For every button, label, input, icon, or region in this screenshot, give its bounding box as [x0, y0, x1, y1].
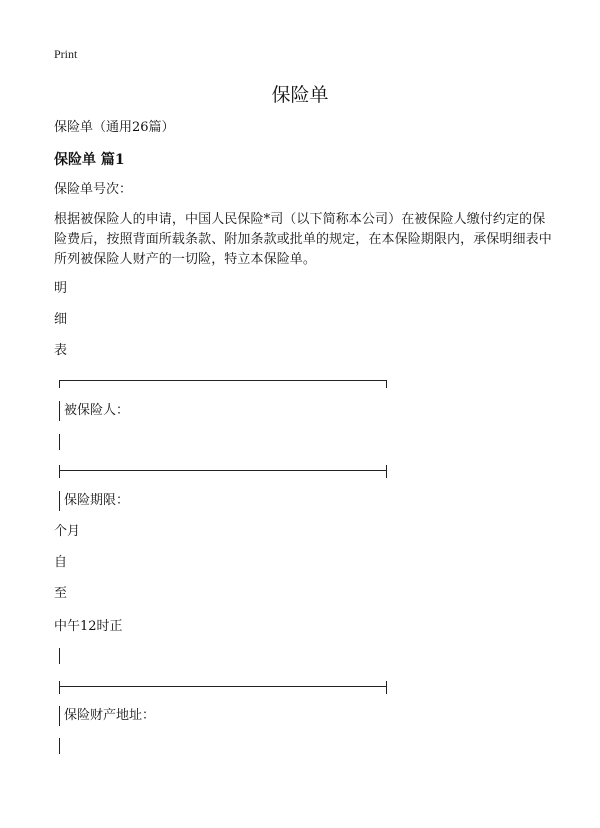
table-divider	[59, 681, 387, 694]
document-subtitle: 保险单（通用26篇）	[54, 120, 175, 135]
insured-label: 被保险人：	[59, 401, 129, 421]
table-row-border	[59, 648, 60, 664]
vertical-heading-char: 表	[54, 343, 68, 358]
vertical-heading-char: 细	[54, 312, 68, 327]
intro-paragraph: 根据被保险人的申请，中国人民保险*司（以下简称本公司）在被保险人缴付约定的保险费后，按照背面所载条款、附加条款或批单的规定，在本保险期限内，承保明细表中所列被保险人财产的一切险，特立本保险单。	[54, 212, 552, 267]
table-row-border	[59, 434, 60, 450]
table-top-border	[59, 375, 387, 388]
period-noon: 中午12时正	[54, 619, 123, 634]
print-link[interactable]: Print	[54, 47, 78, 61]
property-address-label: 保险财产地址：	[59, 706, 155, 726]
vertical-heading-char: 明	[54, 281, 68, 296]
period-label: 保险期限：	[59, 491, 129, 511]
period-months: 个月	[54, 524, 81, 539]
period-from: 自	[54, 555, 68, 570]
policy-number-label: 保险单号次：	[54, 182, 133, 197]
table-divider	[59, 465, 387, 478]
table-row-border	[59, 738, 60, 754]
period-to: 至	[54, 586, 68, 601]
document-title: 保险单	[271, 84, 329, 106]
section-heading: 保险单 篇1	[54, 152, 125, 168]
